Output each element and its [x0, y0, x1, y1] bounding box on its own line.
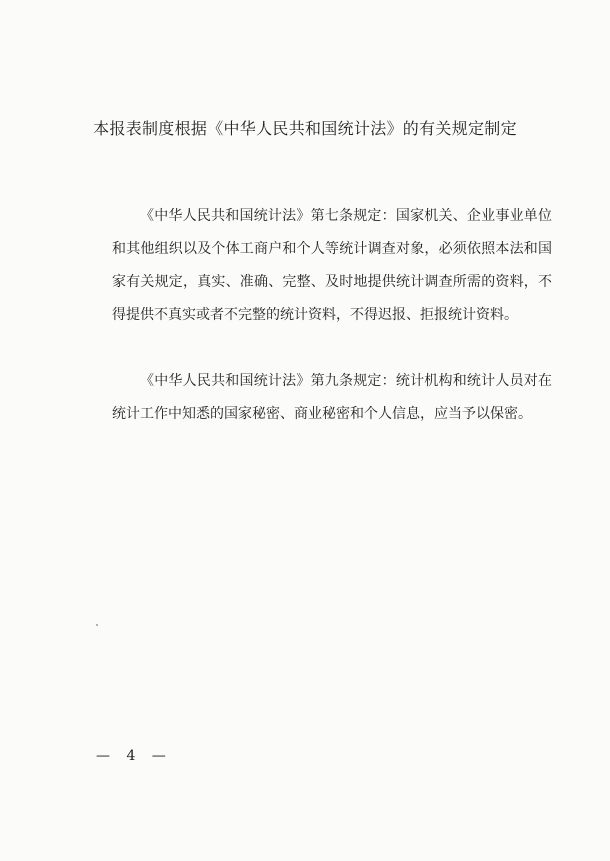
paragraph-article-7: 《中华人民共和国统计法》第七条规定：国家机关、企业事业单位和其他组织以及个体工商户和个人等统计调查对象，必须依照本法和国家有关规定，真实、准确、完整、及时地提供统计调查所需的资料，不得提供不真实或者不完整的统计资料，不得迟报、拒报统计资料。 [112, 208, 552, 323]
scan-speck [96, 624, 98, 626]
document-title: 本报表制度根据《中华人民共和国统计法》的有关规定制定 [93, 119, 517, 138]
page-number: — 4 — [96, 748, 172, 764]
paragraph-article-9: 《中华人民共和国统计法》第九条规定：统计机构和统计人员对在统计工作中知悉的国家秘密、商业秘密和个人信息，应当予以保密。 [112, 373, 552, 422]
